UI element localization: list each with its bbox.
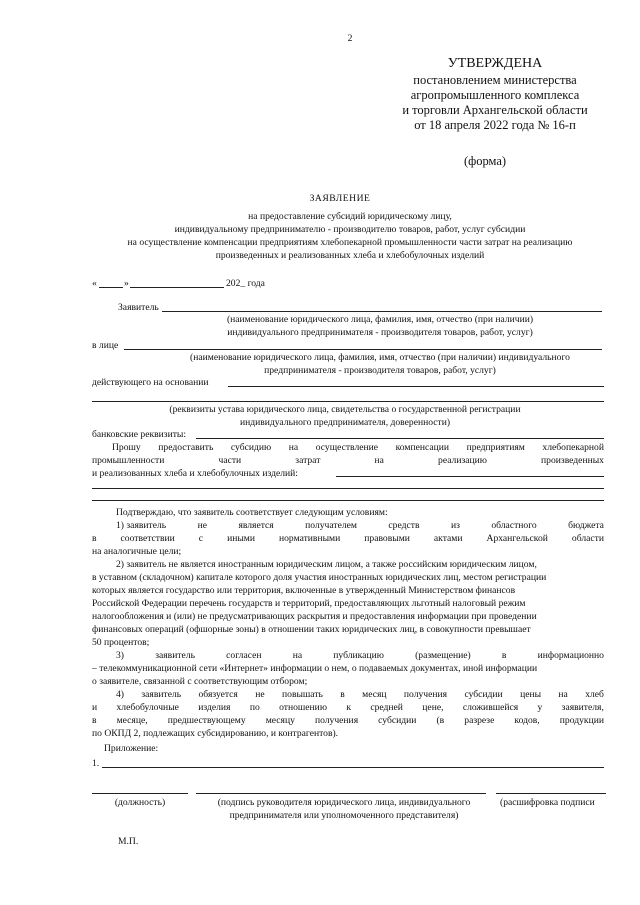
word: иными	[227, 533, 255, 544]
word: из	[450, 520, 460, 531]
word: не	[255, 689, 265, 700]
cond3-line: о заявителе, связанной с соответствующим отбором;	[92, 676, 308, 687]
hint-line: индивидуального предпринимателя, доверенности)	[239, 417, 451, 428]
subtitle-line: на осуществление компенсации предприятиям хлебопекарной промышленности части затрат на реализацию	[127, 237, 573, 248]
word: информационно	[537, 650, 604, 661]
word: области	[571, 533, 604, 544]
attachments-label: Приложение:	[104, 743, 159, 754]
word: цене,	[422, 702, 444, 713]
word: повышать	[282, 689, 323, 700]
word: получателем	[305, 520, 357, 531]
word: средств	[388, 520, 420, 531]
word: актами	[433, 533, 463, 544]
hint-line: (наименование юридического лица, фамилия, имя, отчество (при наличии) индивидуального	[190, 352, 570, 363]
word: сложившейся	[462, 702, 519, 713]
cond4-line-3	[92, 714, 604, 727]
cond1-line-1	[92, 519, 604, 532]
hint-line: (реквизиты устава юридического лица, свидетельства о государственной регистрации	[169, 404, 521, 415]
word: с	[198, 533, 204, 544]
attachment-number: 1.	[92, 758, 100, 769]
word: на	[558, 689, 568, 700]
cond1-line-3: на аналогичные цели;	[92, 546, 182, 557]
caption-line: предпринимателя или уполномоченного представителя)	[229, 810, 459, 821]
request-field[interactable]	[336, 476, 604, 477]
attachment-field[interactable]	[102, 767, 604, 768]
decode-field[interactable]	[496, 793, 606, 794]
applicant-label: Заявитель	[118, 302, 159, 313]
position-caption: (должность)	[114, 797, 166, 808]
word: на	[288, 442, 299, 453]
approval-line: постановлением министерства	[413, 73, 577, 87]
word: 3)	[116, 650, 124, 661]
applicant-hint	[160, 313, 600, 339]
person-label: в лице	[92, 340, 119, 351]
subtitle-line: индивидуальному предпринимателю - производителю товаров, работ, услуг субсидии	[174, 224, 526, 235]
word: реализацию	[438, 455, 487, 466]
approval-line: агропромышленного комплекса	[410, 88, 580, 102]
word: в	[92, 533, 97, 544]
cond2-line: в уставном (складочном) капитале которого доля участия иностранных юридических лиц, местом регистрации	[92, 572, 547, 583]
word: согласен	[226, 650, 262, 661]
condition-4	[92, 688, 604, 740]
person-field[interactable]	[124, 349, 602, 350]
request-line-3: и реализованных хлеба и хлебобулочных изделий:	[92, 468, 298, 479]
date-open-quote: «	[92, 278, 97, 289]
word: и	[92, 702, 98, 713]
date-month-field[interactable]	[130, 287, 224, 288]
request-field-3[interactable]	[92, 500, 604, 501]
applicant-field[interactable]	[162, 311, 602, 312]
word: соответствии	[120, 533, 175, 544]
doc-subtitle	[60, 210, 640, 262]
word: хлебобулочные	[116, 702, 179, 713]
form-label: (форма)	[463, 154, 507, 168]
subtitle-line: на предоставление субсидий юридическому лицу,	[248, 211, 452, 222]
cond2-line: которых является государство или территория, включенные в утвержденный Министерством финансов	[92, 585, 516, 596]
cond1-line-2	[92, 532, 604, 545]
approval-line: от 18 апреля 2022 года № 16-п	[414, 118, 576, 132]
word: по	[249, 702, 260, 713]
word: хлеб	[585, 689, 604, 700]
cond4-line-2	[92, 701, 604, 714]
word: субсидии	[464, 689, 503, 700]
word: разрезе	[464, 715, 495, 726]
basis-hint	[110, 403, 580, 429]
word: кодов,	[514, 715, 540, 726]
basis-field[interactable]	[228, 386, 604, 387]
request-line-1	[92, 441, 604, 454]
cond3-line: – телекоммуникационной сети «Интернет» информации о нем, о подаваемых документах, иной информации	[92, 663, 538, 674]
word: к	[346, 702, 351, 713]
approval-block	[360, 55, 630, 133]
word: получения	[403, 689, 448, 700]
word: отношению	[279, 702, 327, 713]
word: предоставить	[158, 442, 214, 453]
cond4-line: по ОКПД 2, подлежащих субсидированию, и контрагентов).	[92, 728, 339, 739]
person-hint	[150, 351, 610, 377]
cond2-line: налогообложения и (или) не предусматривающих раскрытия и предоставления информации при проведении	[92, 611, 537, 622]
word: получения	[314, 715, 359, 726]
request-paragraph	[92, 441, 604, 480]
page-number: 2	[347, 33, 353, 44]
word: в	[92, 715, 97, 726]
word: хлебопекарной	[542, 442, 604, 453]
word: бюджета	[568, 520, 604, 531]
bank-label: банковские реквизиты:	[92, 429, 187, 440]
word: у	[537, 702, 543, 713]
confirm-intro: Подтверждаю, что заявитель соответствует следующим условиям:	[116, 507, 388, 518]
word: продукции	[559, 715, 604, 726]
word: месяцу	[265, 715, 295, 726]
word: нормативными	[279, 533, 341, 544]
word: заявитель	[155, 650, 195, 661]
cond2-line: 2) заявитель не является иностранным юридическим лицом, а также российским юридическим лицом,	[116, 559, 537, 570]
decode-caption: (расшифровка подписи	[500, 797, 595, 808]
cond2-line: 50 процентов;	[92, 637, 150, 648]
stamp-label: М.П.	[118, 836, 139, 847]
word: 4)	[116, 689, 124, 700]
condition-3	[92, 649, 604, 688]
word: заявитель	[141, 689, 182, 700]
signature-caption	[196, 796, 492, 822]
request-field-2[interactable]	[92, 488, 604, 489]
approval-title: УТВЕРЖДЕНА	[447, 56, 543, 71]
bank-field[interactable]	[196, 438, 604, 439]
word: части	[218, 455, 242, 466]
word: заявителя,	[561, 702, 604, 713]
word: субсидию	[230, 442, 272, 453]
hint-line: индивидуального предпринимателя - производителя товаров, работ, услуг)	[227, 327, 533, 338]
word: субсидии	[378, 715, 417, 726]
basis-field-2[interactable]	[92, 401, 604, 402]
word: на	[374, 455, 384, 466]
word: в	[340, 689, 345, 700]
word: предприятиям	[466, 442, 525, 453]
word: публикацию	[333, 650, 384, 661]
hint-line: (наименование юридического лица, фамилия, имя, отчество (при наличии)	[226, 314, 534, 325]
approval-line: и торговли Архангельской области	[402, 103, 588, 117]
word: областного	[491, 520, 537, 531]
request-line-2	[92, 454, 604, 467]
word: средней	[370, 702, 403, 713]
cond4-line-1	[92, 688, 604, 701]
word: затрат	[295, 455, 321, 466]
word: предшествующему	[167, 715, 246, 726]
hint-line: предпринимателя - производителя товаров, работ, услуг)	[264, 365, 496, 376]
date-close-quote: »	[124, 278, 129, 289]
word: на	[292, 650, 303, 661]
word: не	[197, 520, 207, 531]
condition-1	[92, 519, 604, 558]
date-year: 202_ года	[226, 278, 265, 289]
word: Архангельской	[486, 533, 548, 544]
word: изделия	[198, 702, 231, 713]
basis-label: действующего на основании	[92, 377, 209, 388]
doc-title: ЗАЯВЛЕНИЕ	[309, 193, 371, 204]
cond3-line-1	[92, 649, 604, 662]
word: осуществление	[315, 442, 379, 453]
word: 1) заявитель	[116, 520, 167, 531]
date-day-field[interactable]	[99, 287, 123, 288]
word: месяце,	[116, 715, 148, 726]
subtitle-line: произведенных и реализованных хлеба и хлебобулочных изделий	[215, 250, 485, 261]
word: (размещение)	[415, 650, 471, 661]
word: промышленности	[92, 455, 165, 466]
word: обязуется	[198, 689, 238, 700]
cond2-line: финансовых операций (офшорные зоны) в отношении таких юридических лиц, в совокупности превышает	[92, 624, 531, 635]
word: (в	[436, 715, 445, 726]
signature-field[interactable]	[196, 793, 486, 794]
condition-2	[92, 558, 604, 649]
word: Прошу	[112, 442, 141, 453]
caption-line: (подпись руководителя юридического лица, индивидуального	[217, 797, 471, 808]
word: произведенных	[541, 455, 604, 466]
word: цены	[520, 689, 542, 700]
position-field[interactable]	[92, 793, 188, 794]
word: правовыми	[364, 533, 410, 544]
word: месяц	[362, 689, 387, 700]
word: является	[238, 520, 274, 531]
word: компенсации	[395, 442, 450, 453]
cond2-line: Российской Федерации перечень государств и территорий, предоставляющих льготный налоговый режим	[92, 598, 526, 609]
word: в	[501, 650, 507, 661]
